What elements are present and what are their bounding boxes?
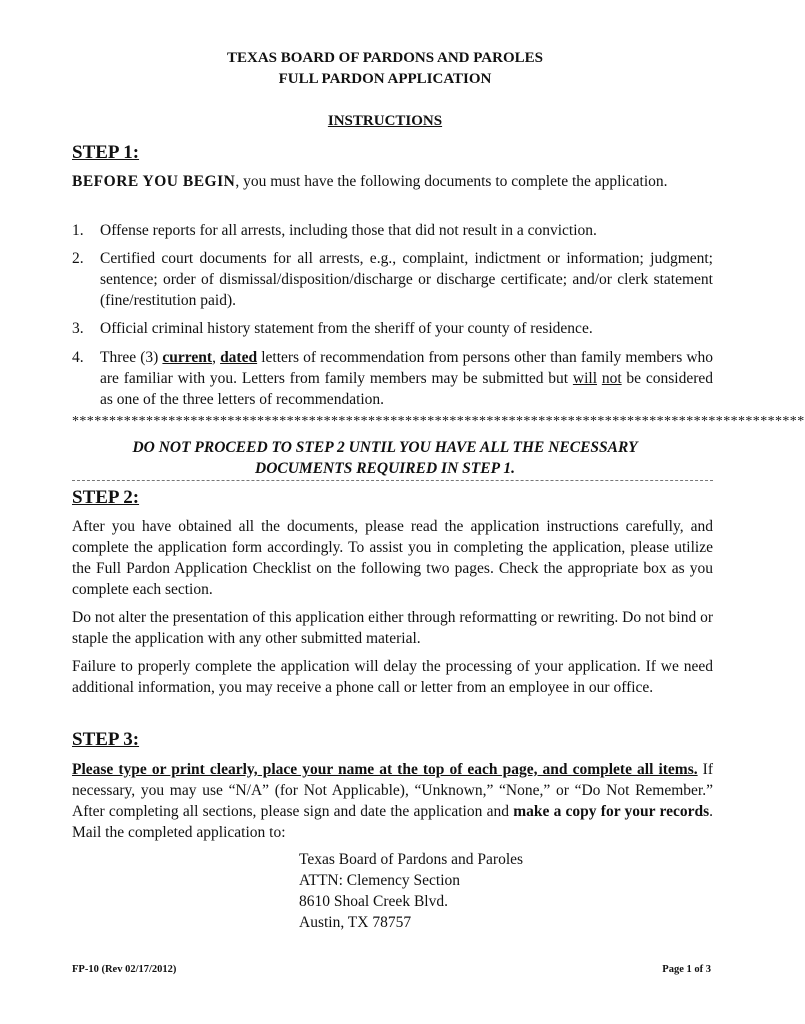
list-item [72,220,713,241]
not-emphasis: not [601,370,622,387]
step3-paragraph [72,759,713,843]
current-emphasis: current [162,349,213,366]
list-item [72,248,713,311]
step2-paragraph-2: Do not alter the presentation of this application either through reformatting or rewriting. Do not bind or staple the application with any other submitted material. [72,609,713,647]
mailing-address [299,849,523,933]
step1-heading: STEP 1: [72,142,140,163]
make-copy-emphasis: make a copy for your records [513,803,710,820]
item4-text-b: , [212,349,221,366]
page-number: Page 1 of 3 [662,964,711,975]
step1-intro [72,171,713,192]
dashed-divider [72,480,713,481]
step2-heading: STEP 2: [72,487,140,508]
title-form: FULL PARDON APPLICATION [278,71,492,87]
list-item-number: 3. [72,320,84,337]
form-revision: FP-10 (Rev 02/17/2012) [72,964,177,975]
list-item-number: 4. [72,349,84,366]
address-line: Texas Board of Pardons and Paroles [299,851,524,868]
list-item-number: 2. [72,250,84,267]
warning-line2: DOCUMENTS REQUIRED IN STEP 1. [255,460,515,477]
list-item [72,318,713,339]
dated-emphasis: dated [220,349,258,366]
list-item-text [100,347,713,410]
asterisk-separator: *************************************************************************************************** [72,414,805,429]
step2-paragraph-3: Failure to properly complete the application will delay the processing of your application. If we need additional information, you may receive a phone call or letter from an employee in our office. [72,658,713,696]
step1-intro-text: , you must have the following documents to complete the application. [235,173,668,190]
item4-text-c: letters of recommendation from persons other than family members who are familiar with you. Letters from family members may be submitted but [100,349,714,387]
list-item [72,347,713,410]
title-agency: TEXAS BOARD OF PARDONS AND PAROLES [226,50,543,66]
list-item-text: Certified court documents for all arrests, e.g., complaint, indictment or information; judgment; sentence; order of dismissal/disposition/discharge or discharge certificate; and/or clerk statement (fine/restitution paid). [100,250,713,309]
instructions-label: INSTRUCTIONS [327,113,443,129]
list-item-text: Offense reports for all arrests, including those that did not result in a conviction. [100,222,597,239]
list-item-number: 1. [72,222,84,239]
address-line: ATTN: Clemency Section [299,872,460,889]
warning-line1: DO NOT PROCEED TO STEP 2 UNTIL YOU HAVE ALL THE NECESSARY [132,439,638,456]
will-emphasis: will [572,370,598,387]
step3-text-1: If necessary, you may use “N/A” (for Not Applicable), “Unknown,” “None,” or “Do Not Remember.” After completing all sections, please sign and date the application and [72,761,714,820]
step3-bold-instruction: Please type or print clearly, place your name at the top of each page, and complete all items. [72,761,698,778]
step3-heading: STEP 3: [72,729,140,750]
address-line: 8610 Shoal Creek Blvd. [299,893,448,910]
step2-paragraph-1: After you have obtained all the documents, please read the application instructions carefully, and complete the application form accordingly. To assist you in completing the application, please utilize the Full Pardon Application Checklist on the following two pages. Check the appropriate box as you complete each section. [72,518,713,598]
item4-text-a: Three (3) [100,349,163,366]
instructions-heading [0,113,770,130]
step3-text-2: . Mail the completed application to: [72,803,713,841]
address-line: Austin, TX 78757 [299,914,412,931]
list-item-text: Official criminal history statement from the sheriff of your county of residence. [100,320,593,337]
item4-text-e: be considered as one of the three letters of recommendation. [100,370,713,408]
before-you-begin: BEFORE YOU BEGIN [72,173,236,190]
